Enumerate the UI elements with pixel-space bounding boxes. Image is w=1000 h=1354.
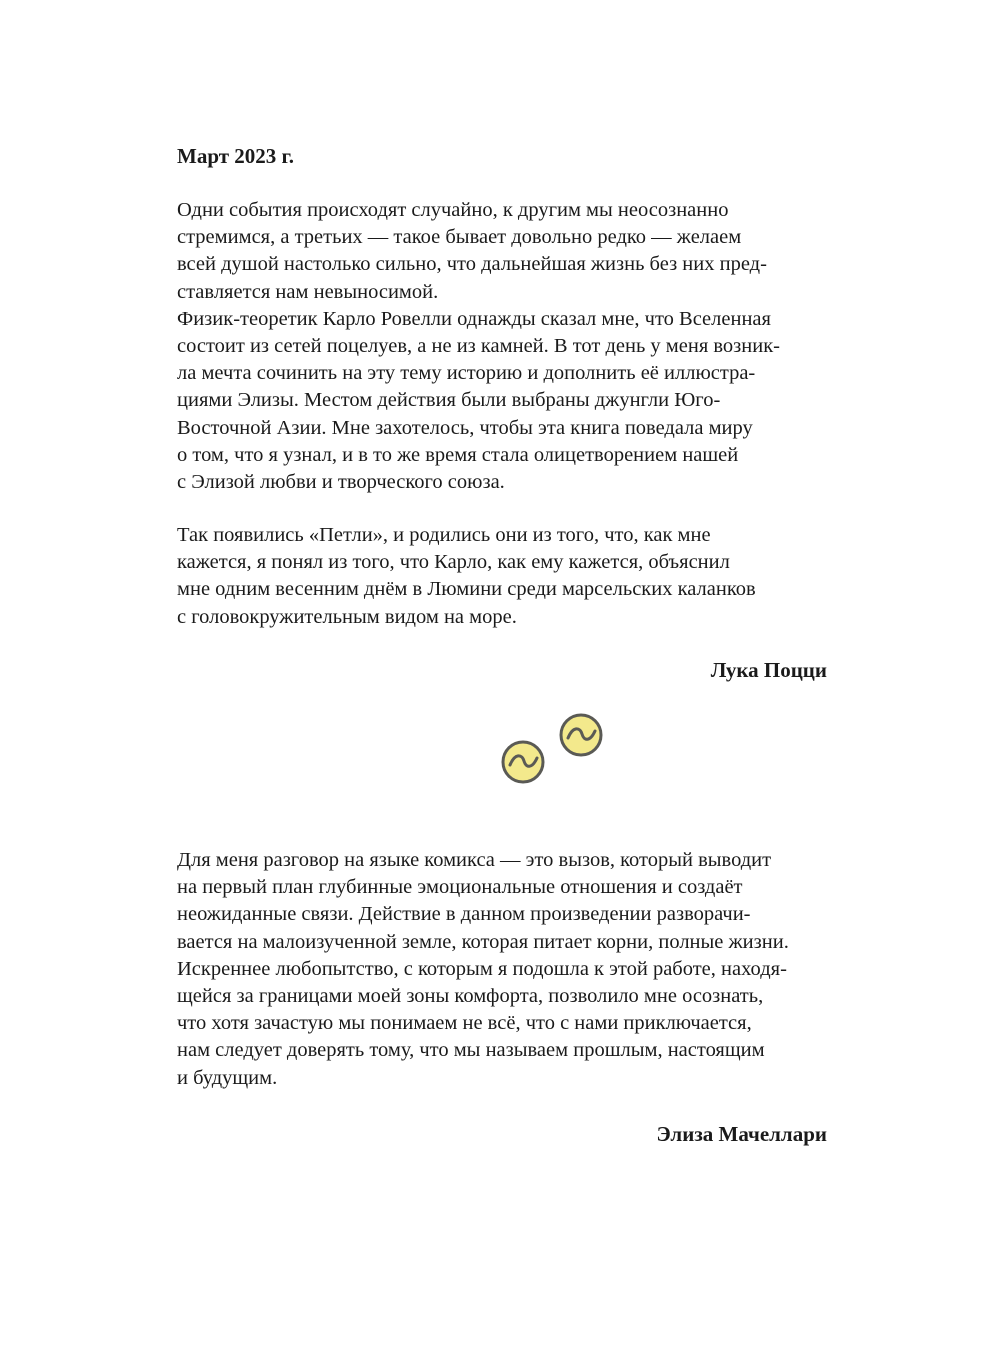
text-line: ла мечта сочинить на эту тему историю и дополнить её иллюстра- (177, 362, 756, 385)
paragraph-elisa (177, 847, 877, 1092)
text-line: неожиданные связи. Действие в данном произведении разворачи- (177, 903, 751, 926)
paragraph-loops (177, 522, 877, 631)
circle-left-icon (503, 742, 543, 782)
text-line: ставляется нам невыносимой. (177, 280, 439, 303)
text-line: всей душой настолько сильно, что дальнейшая жизнь без них пред- (177, 253, 767, 276)
text-line: Физик-теоретик Карло Ровелли однажды сказал мне, что Вселенная (177, 307, 771, 330)
two-yellow-circles-icon (495, 705, 615, 795)
text-line: кажется, я понял из того, что Карло, как ему кажется, объяснил (177, 551, 730, 574)
text-line: и будущим. (177, 1066, 278, 1089)
circle-right-icon (561, 715, 601, 755)
text-line: мне одним весенним днём в Люмини среди марсельских каланков (177, 578, 756, 601)
text-line: Искреннее любопытство, с которым я подошла к этой работе, находя- (177, 957, 787, 980)
text-line: вается на малоизученной земле, которая питает корни, полные жизни. (177, 930, 789, 953)
text-line: нам следует доверять тому, что мы называем прошлым, настоящим (177, 1039, 765, 1062)
signature-luca-pozzi: Лука Поцци (710, 658, 827, 682)
text-line: что хотя зачастую мы понимаем не всё, что с нами приключается, (177, 1012, 752, 1035)
text-line: Одни события происходят случайно, к другим мы неосознанно (177, 199, 729, 221)
text-line: циями Элизы. Местом действия были выбраны джунгли Юго- (177, 389, 721, 412)
text-line: щейся за границами моей зоны комфорта, позволило мне осознать, (177, 985, 764, 1008)
text-line: Для меня разговор на языке комикса — это вызов, который выводит (177, 849, 772, 871)
text-line: Так появились «Петли», и родились они из того, что, как мне (177, 524, 711, 546)
text-line: состоит из сетей поцелуев, а не из камней. В тот день у меня возник- (177, 335, 781, 358)
paragraph-intro (177, 197, 877, 496)
text-line: с Элизой любви и творческого союза. (177, 471, 505, 494)
text-line: Восточной Азии. Мне захотелось, чтобы эта книга поведала миру (177, 416, 753, 439)
signature-elisa-macellari: Элиза Мачеллари (656, 1122, 827, 1146)
text-line: с головокружительным видом на море. (177, 605, 517, 628)
text-line: о том, что я узнал, и в то же время стала олицетворением нашей (177, 443, 739, 466)
text-line: стремимся, а третьих — такое бывает довольно редко — желаем (177, 226, 742, 249)
date-heading: Март 2023 г. (177, 144, 294, 168)
text-line: на первый план глубинные эмоциональные отношения и создаёт (177, 876, 743, 899)
